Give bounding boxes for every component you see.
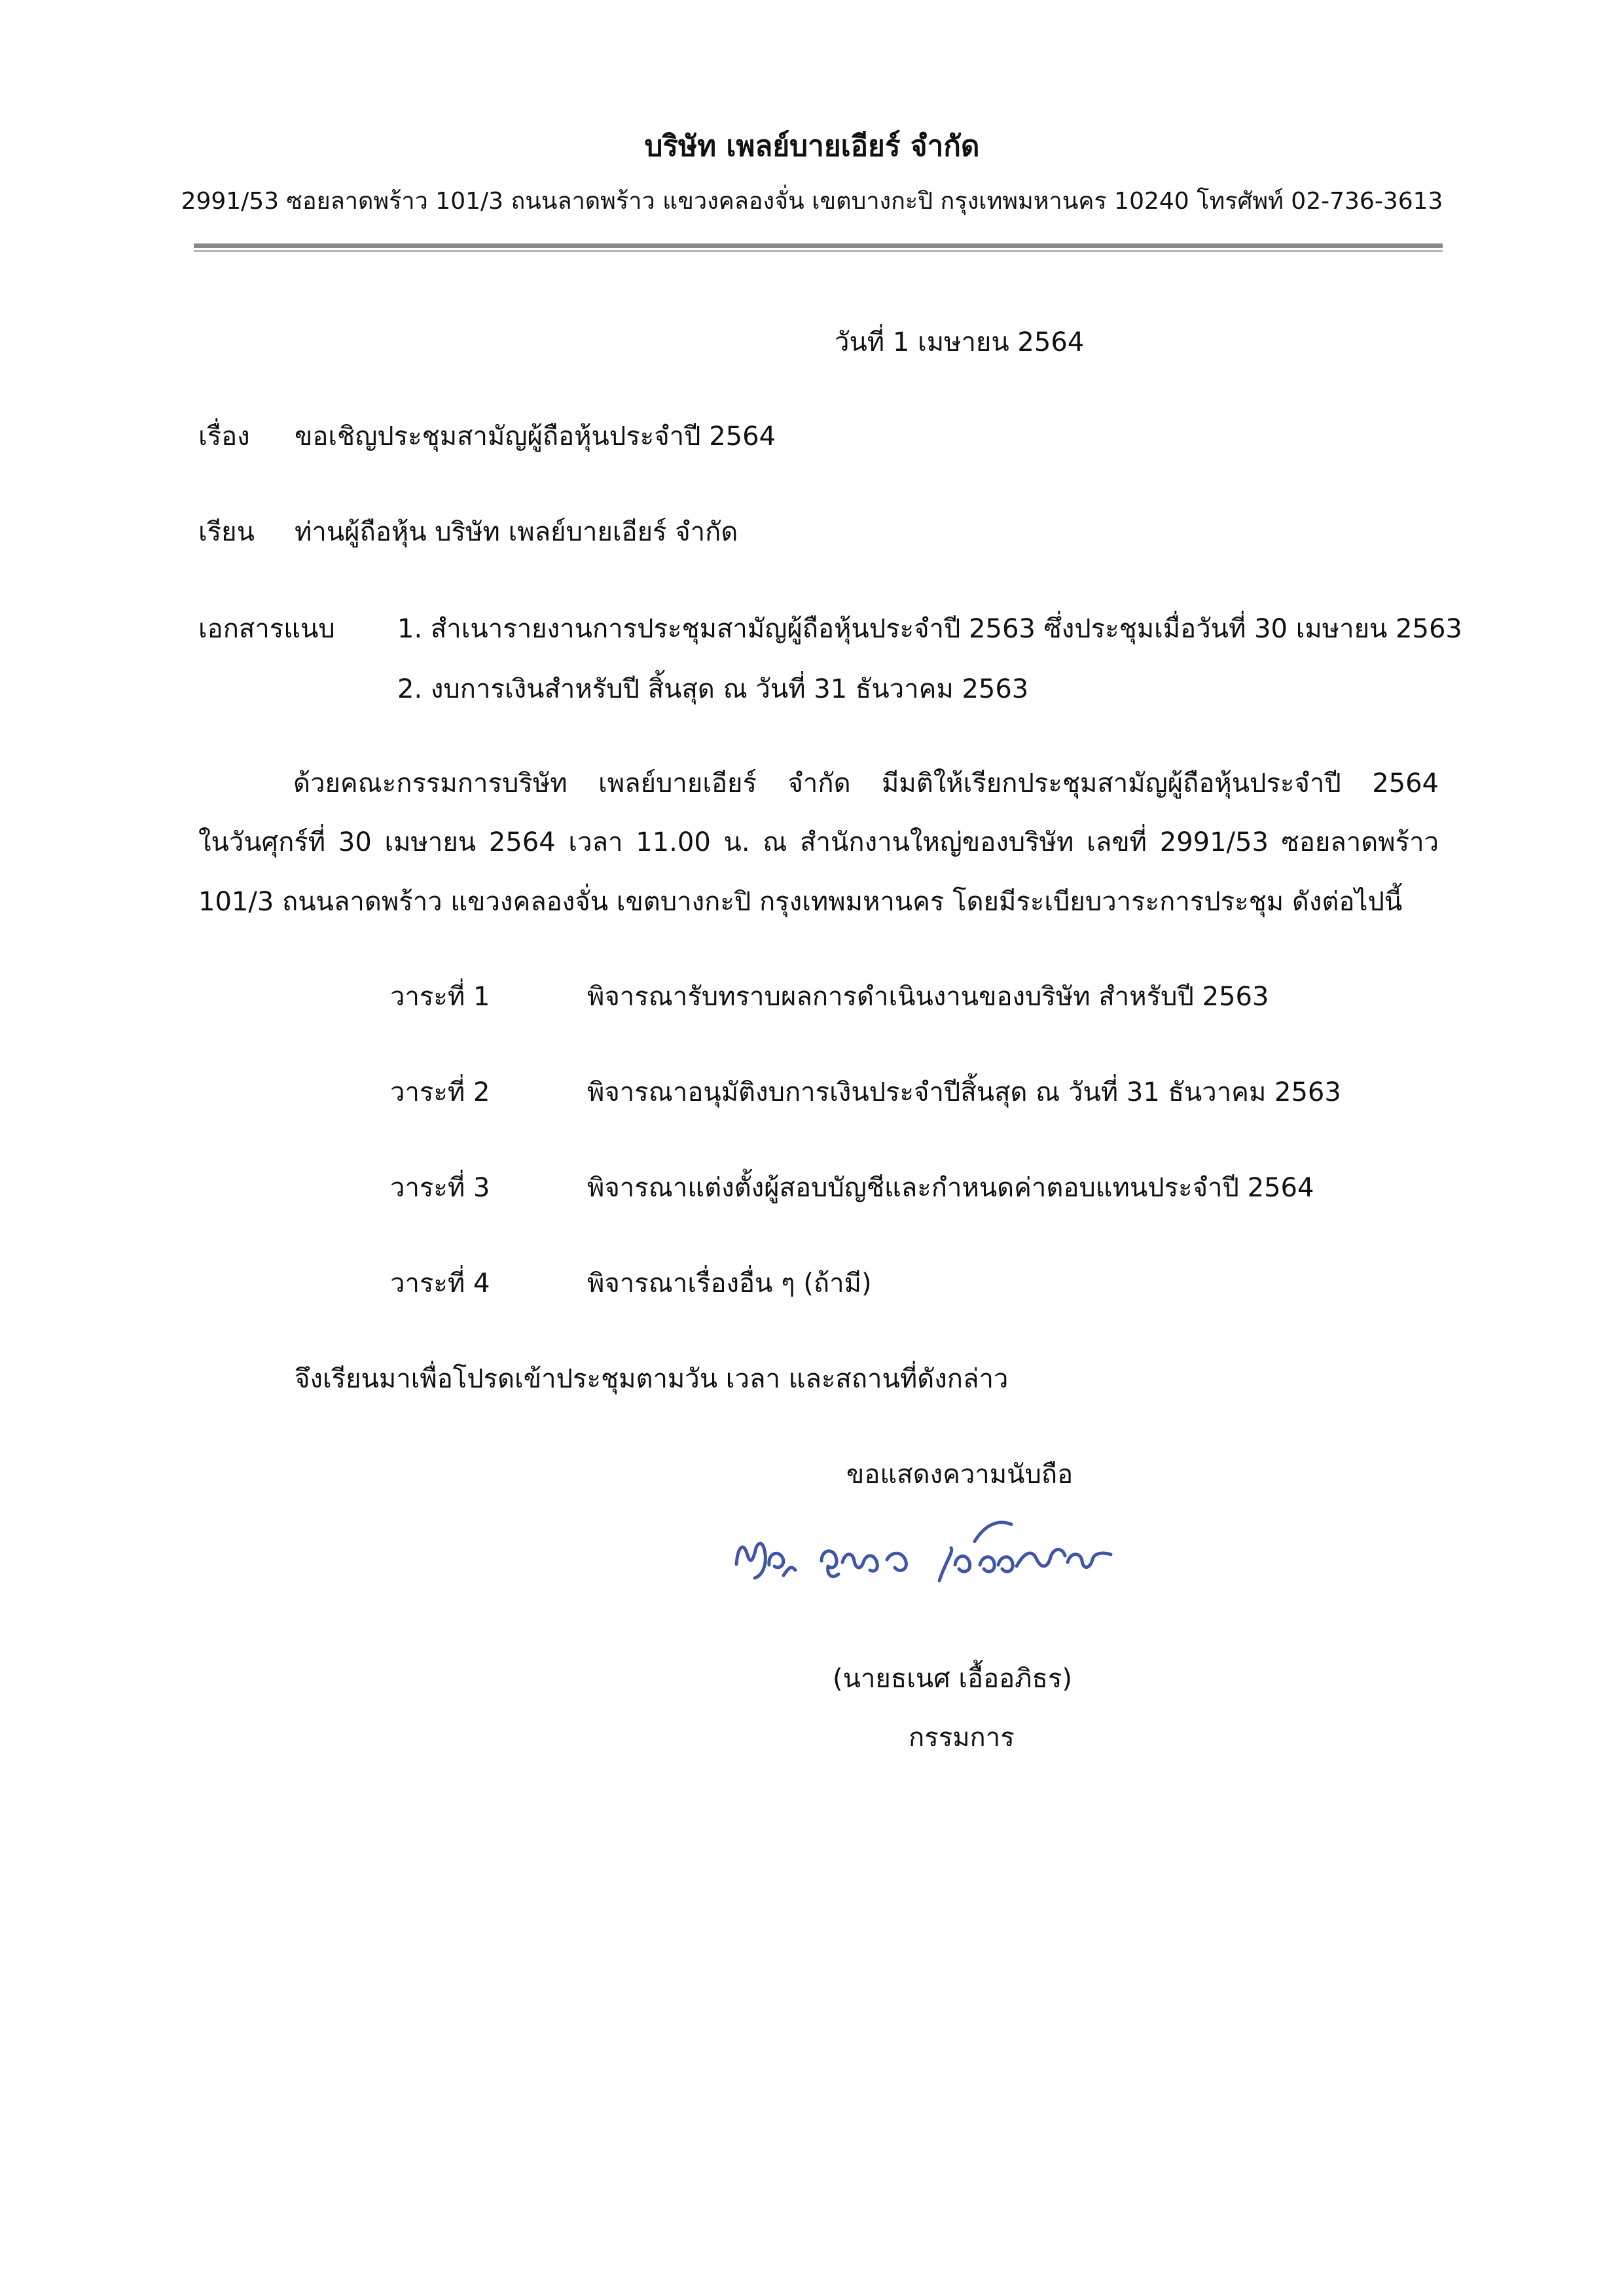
company-address: 2991/53 ซอยลาดพร้าว 101/3 ถนนลาดพร้าว แขวงคลองจั่น เขตบางกะปิ กรุงเทพมหานคร 10240 โทรศัพท์ 02-736-3613 [181, 188, 1443, 215]
agenda-number: วาระที่ 1 [390, 982, 490, 1012]
agenda-number: วาระที่ 2 [390, 1077, 490, 1107]
attachment-item: 1. สำเนารายงานการประชุมสามัญผู้ถือหุ้นประจำปี 2563 ซึ่งประชุมเมื่อวันที่ 30 เมษายน 2563 [397, 614, 1462, 644]
company-name: บริษัท เพลย์บายเอียร์ จำกัด [644, 130, 980, 163]
header-divider-shadow [194, 250, 1443, 252]
header-divider [194, 243, 1443, 248]
agenda-description: พิจารณารับทราบผลการดำเนินงานของบริษัท สำหรับปี 2563 [587, 982, 1269, 1012]
signer-title: กรรมการ [909, 1723, 1015, 1753]
body-paragraph-line: 101/3 ถนนลาดพร้าว แขวงคลองจั่น เขตบางกะปิ กรุงเทพมหานคร โดยมีระเบียบวาระการประชุม ดังต่อไปนี้ [198, 887, 1403, 917]
agenda-description: พิจารณาแต่งตั้งผู้สอบบัญชีและกำหนดค่าตอบแทนประจำปี 2564 [587, 1173, 1314, 1203]
body-paragraph-line: ในวันศุกร์ที่ 30 เมษายน 2564 เวลา 11.00 น. ณ สำนักงานใหญ่ของบริษัท เลขที่ 2991/53 ซอยลาดพร้าว [198, 827, 1439, 857]
attachment-item: 2. งบการเงินสำหรับปี สิ้นสุด ณ วันที่ 31 ธันวาคม 2563 [397, 674, 1029, 704]
attachments-label: เอกสารแนบ [198, 614, 335, 644]
recipient-text: ท่านผู้ถือหุ้น บริษัท เพลย์บายเอียร์ จำกัด [295, 517, 738, 547]
regards-text: ขอแสดงความนับถือ [846, 1460, 1074, 1490]
agenda-description: พิจารณาเรื่องอื่น ๆ (ถ้ามี) [587, 1268, 872, 1299]
subject-label: เรื่อง [198, 422, 250, 452]
closing-sentence: จึงเรียนมาเพื่อโปรดเข้าประชุมตามวัน เวลา และสถานที่ดังกล่าว [295, 1364, 1009, 1394]
agenda-number: วาระที่ 4 [390, 1268, 490, 1299]
signer-name: (นายธเนศ เอื้ออภิธร) [833, 1664, 1072, 1694]
subject-text: ขอเชิญประชุมสามัญผู้ถือหุ้นประจำปี 2564 [295, 422, 776, 452]
agenda-number: วาระที่ 3 [390, 1173, 490, 1203]
signature-image [723, 1502, 1182, 1600]
body-paragraph-line: ด้วยคณะกรรมการบริษัท เพลย์บายเอียร์ จำกัด มีมติให้เรียกประชุมสามัญผู้ถือหุ้นประจำปี 2564 [293, 768, 1439, 798]
letter-date: วันที่ 1 เมษายน 2564 [835, 327, 1085, 357]
recipient-label: เรียน [198, 517, 255, 547]
agenda-description: พิจารณาอนุมัติงบการเงินประจำปีสิ้นสุด ณ วันที่ 31 ธันวาคม 2563 [587, 1077, 1341, 1107]
